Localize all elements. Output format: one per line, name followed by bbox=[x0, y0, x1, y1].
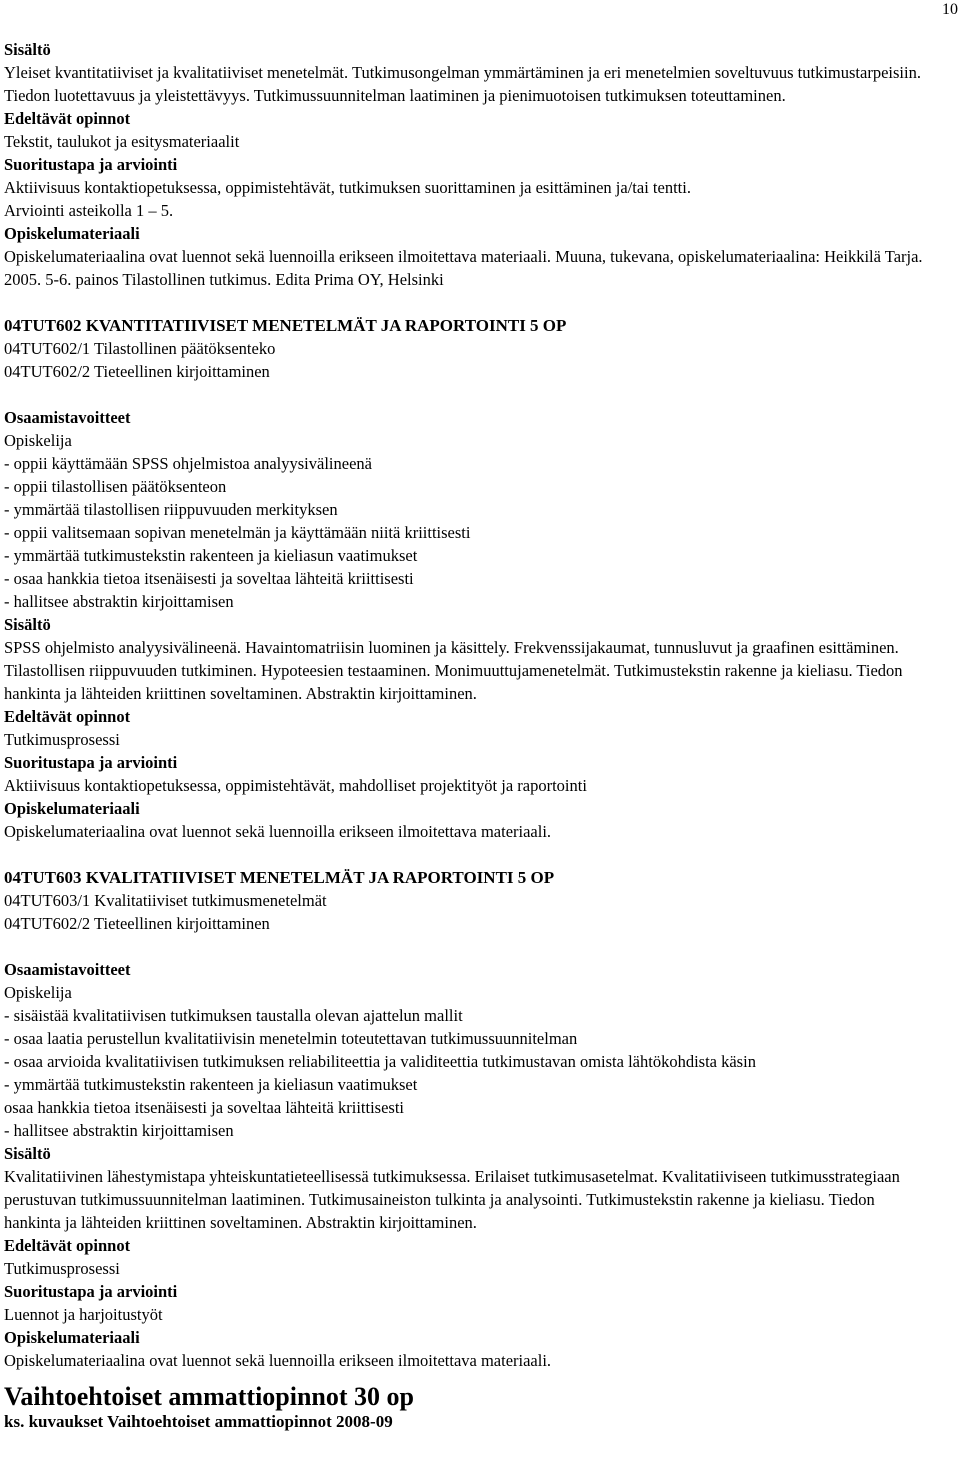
materiaali-text: Opiskelumateriaalina ovat luennot sekä luennoilla erikseen ilmoitettava materiaali. bbox=[4, 822, 552, 841]
goal-item: - osaa hankkia tietoa itsenäisesti ja soveltaa lähteitä kriittisesti bbox=[4, 569, 414, 588]
section-heading-edeltavat: Edeltävät opinnot bbox=[4, 707, 131, 726]
materiaali-text: Opiskelumateriaalina ovat luennot sekä luennoilla erikseen ilmoitettava materiaali. Muuna, tukevana, opiskelumateriaalina: Heikkilä Tarja. 2005. 5-6. painos Tilastollinen tutkimus. Edita Prima OY, Helsinki bbox=[4, 247, 923, 289]
goal-item: osaa hankkia tietoa itsenäisesti ja soveltaa lähteitä kriittisesti bbox=[4, 1098, 405, 1117]
course-sub-602-2: 04TUT602/2 Tieteellinen kirjoittaminen bbox=[4, 362, 270, 381]
opiskelija-label: Opiskelija bbox=[4, 983, 72, 1002]
goal-list-603 bbox=[4, 1004, 934, 1142]
section-heading-materiaali: Opiskelumateriaali bbox=[4, 799, 140, 818]
opiskelija-label: Opiskelija bbox=[4, 431, 72, 450]
goal-list-602 bbox=[4, 452, 934, 613]
goal-item: - sisäistää kvalitatiivisen tutkimuksen taustalla olevan ajattelun mallit bbox=[4, 1006, 463, 1025]
section-heading-osaamistavoitteet: Osaamistavoitteet bbox=[4, 408, 131, 427]
section-heading-edeltavat: Edeltävät opinnot bbox=[4, 109, 131, 128]
section-heading-edeltavat: Edeltävät opinnot bbox=[4, 1236, 131, 1255]
section-heading-sisalto: Sisältö bbox=[4, 1144, 51, 1163]
course-sub-602-1: 04TUT602/1 Tilastollinen päätöksenteko bbox=[4, 339, 276, 358]
materiaali-text: Opiskelumateriaalina ovat luennot sekä luennoilla erikseen ilmoitettava materiaali. bbox=[4, 1351, 552, 1370]
section-heading-suoritustapa: Suoritustapa ja arviointi bbox=[4, 155, 178, 174]
vaihtoehtoiset-heading: Vaihtoehtoiset ammattiopinnot 30 op bbox=[4, 1382, 415, 1411]
goal-item: - ymmärtää tutkimustekstin rakenteen ja kieliasun vaatimukset bbox=[4, 546, 418, 565]
section-heading-suoritustapa: Suoritustapa ja arviointi bbox=[4, 753, 178, 772]
course-sub-603-2: 04TUT602/2 Tieteellinen kirjoittaminen bbox=[4, 914, 270, 933]
page-number: 10 bbox=[942, 1, 958, 18]
course-title-602: 04TUT602 KVANTITATIIVISET MENETELMÄT JA RAPORTOINTI 5 OP bbox=[4, 316, 567, 335]
sisalto-text: Yleiset kvantitatiiviset ja kvalitatiiviset menetelmät. Tutkimusongelman ymmärtäminen ja eri menetelmien soveltuvuus tutkimustarpeisiin. Tiedon luotettavuus ja yleistettävyys. Tutkimussuunnitelman laatiminen ja pienimuotoisen tutkimuksen toteuttaminen. bbox=[4, 63, 921, 105]
suoritustapa-text: Aktiivisuus kontaktiopetuksessa, oppimistehtävät, tutkimuksen suorittaminen ja esittäminen ja/tai tentti. bbox=[4, 178, 691, 197]
course-sub-603-1: 04TUT603/1 Kvalitatiiviset tutkimusmenetelmät bbox=[4, 891, 327, 910]
arviointi-text: Arviointi asteikolla 1 – 5. bbox=[4, 201, 174, 220]
section-heading-suoritustapa: Suoritustapa ja arviointi bbox=[4, 1282, 178, 1301]
goal-item: - hallitsee abstraktin kirjoittamisen bbox=[4, 592, 234, 611]
section-heading-materiaali: Opiskelumateriaali bbox=[4, 224, 140, 243]
vaihtoehtoiset-note: ks. kuvaukset Vaihtoehtoiset ammattiopinnot 2008-09 bbox=[4, 1412, 393, 1431]
suoritustapa-text: Aktiivisuus kontaktiopetuksessa, oppimistehtävät, mahdolliset projektityöt ja raportointi bbox=[4, 776, 587, 795]
section-heading-materiaali: Opiskelumateriaali bbox=[4, 1328, 140, 1347]
edeltavat-text: Tutkimusprosessi bbox=[4, 730, 120, 749]
goal-item: - oppii tilastollisen päätöksenteon bbox=[4, 477, 227, 496]
goal-item: - osaa arvioida kvalitatiivisen tutkimuksen reliabiliteettia ja validiteettia tutkimustavan omista lähtökohdista käsin bbox=[4, 1052, 756, 1071]
goal-item: - osaa laatia perustellun kvalitatiivisin menetelmin toteutettavan tutkimussuunnitelman bbox=[4, 1029, 578, 1048]
goal-item: - oppii käyttämään SPSS ohjelmistoa analyysivälineenä bbox=[4, 454, 372, 473]
goal-item: - oppii valitsemaan sopivan menetelmän ja käyttämään niitä kriittisesti bbox=[4, 523, 471, 542]
page-content bbox=[4, 38, 934, 1432]
section-heading-sisalto: Sisältö bbox=[4, 40, 51, 59]
goal-item: - ymmärtää tilastollisen riippuvuuden merkityksen bbox=[4, 500, 338, 519]
section-heading-osaamistavoitteet: Osaamistavoitteet bbox=[4, 960, 131, 979]
goal-item: - hallitsee abstraktin kirjoittamisen bbox=[4, 1121, 234, 1140]
sisalto-text: Kvalitatiivinen lähestymistapa yhteiskuntatieteellisessä tutkimuksessa. Erilaiset tutkimusasetelmat. Kvalitatiiviseen tutkimusstrategiaan perustuvan tutkimussuunnitelman laatiminen. Tutkimusaineiston tulkinta ja analysointi. Tutkimustekstin rakenne ja kieliasu. Tiedon hankinta ja lähteiden kriittinen soveltaminen. Abstraktin kirjoittaminen. bbox=[4, 1167, 900, 1232]
edeltavat-text: Tekstit, taulukot ja esitysmateriaalit bbox=[4, 132, 240, 151]
section-heading-sisalto: Sisältö bbox=[4, 615, 51, 634]
sisalto-text: SPSS ohjelmisto analyysivälineenä. Havaintomatriisin luominen ja käsittely. Frekvenssijakaumat, tunnusluvut ja graafinen esittäminen. Tilastollisen riippuvuuden tutkiminen. Hypoteesien testaaminen. Monimuuttujamenetelmät. Tutkimustekstin rakenne ja kieliasu. Tiedon hankinta ja lähteiden kriittinen soveltaminen. Abstraktin kirjoittaminen. bbox=[4, 638, 903, 703]
suoritustapa-text: Luennot ja harjoitustyöt bbox=[4, 1305, 163, 1324]
course-title-603: 04TUT603 KVALITATIIVISET MENETELMÄT JA RAPORTOINTI 5 OP bbox=[4, 868, 555, 887]
edeltavat-text: Tutkimusprosessi bbox=[4, 1259, 120, 1278]
goal-item: - ymmärtää tutkimustekstin rakenteen ja kieliasun vaatimukset bbox=[4, 1075, 418, 1094]
